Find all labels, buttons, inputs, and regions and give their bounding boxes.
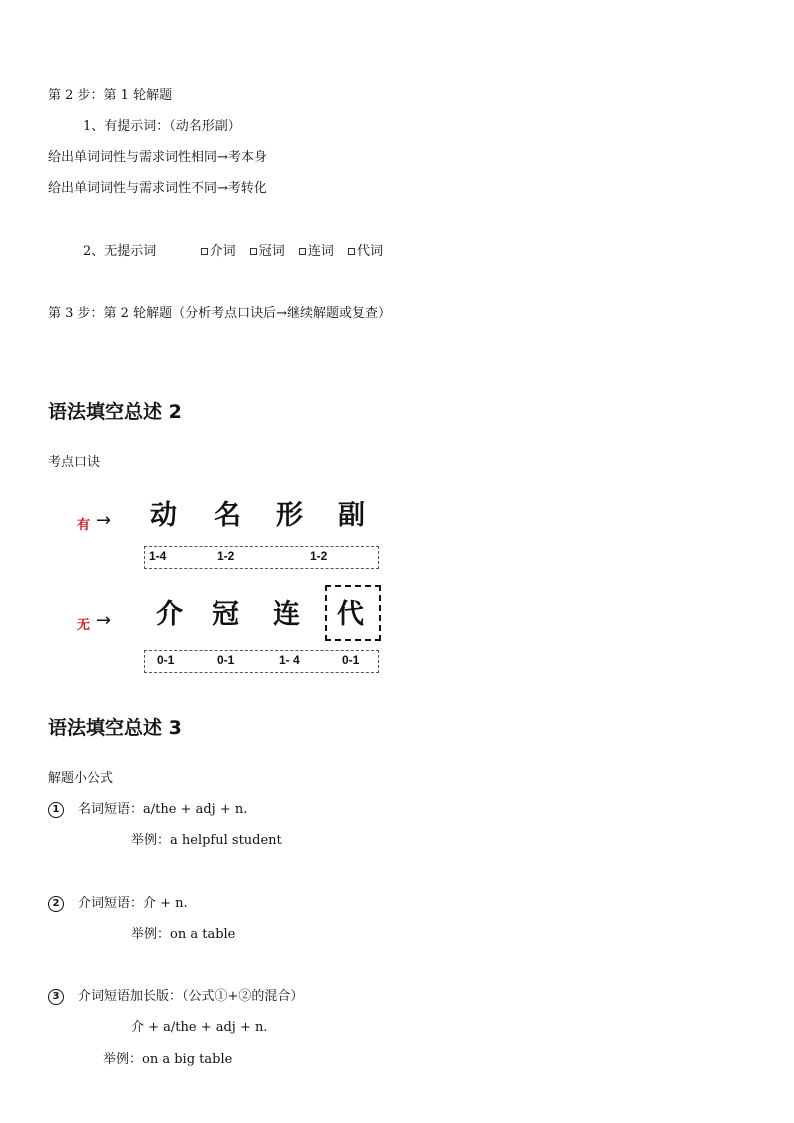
word-article: 冠 <box>212 599 239 630</box>
rule-same: 给出单词词性与需求词性相同→考本身 <box>48 150 267 165</box>
count-pronoun: 0-1 <box>342 653 360 667</box>
formula-text: 介词短语：介 + n. <box>78 896 188 911</box>
count-noun: 1-2 <box>217 549 235 563</box>
section2-subtitle: 考点口诀 <box>48 455 101 470</box>
count-verb: 1-4 <box>149 549 167 563</box>
row-with-marker: 有 <box>77 518 91 533</box>
type-item-preposition <box>201 244 236 259</box>
type-label: 冠词 <box>258 244 285 259</box>
word-adverb: 副 <box>338 500 365 531</box>
checkbox-square-icon <box>348 248 355 255</box>
word-pronoun: 代 <box>337 599 364 630</box>
formula-1-example: 举例：a helpful student <box>131 833 282 848</box>
formula-text: 名词短语：a/the + adj + n. <box>78 802 248 817</box>
formula-3 <box>48 988 303 1006</box>
type-item-article <box>250 244 285 259</box>
formula-2-example: 举例：on a table <box>131 927 236 942</box>
section3-heading: 语法填空总述 3 <box>48 717 182 739</box>
formula-3-example: 举例：on a big table <box>103 1052 233 1067</box>
circled-number: 3 <box>48 989 64 1005</box>
hint-title: 1、有提示词：（动名形副） <box>83 119 241 134</box>
count-conjunction: 1- 4 <box>279 653 300 667</box>
row-without-marker: 无 <box>77 618 91 633</box>
circled-number: 2 <box>48 896 64 912</box>
type-item-conjunction <box>299 244 334 259</box>
count-adjective-adverb: 1-2 <box>310 549 328 563</box>
counts-box-with <box>144 546 379 569</box>
word-adjective: 形 <box>276 500 303 531</box>
checkbox-square-icon <box>250 248 257 255</box>
step3-title: 第 3 步：第 2 轮解题（分析考点口诀后→继续解题或复查） <box>48 306 391 321</box>
type-label: 介词 <box>209 244 236 259</box>
rule-diff: 给出单词词性与需求词性不同→考转化 <box>48 181 267 196</box>
formula-text: 介词短语加长版：（公式①+②的混合） <box>78 989 304 1004</box>
right-arrow-icon: → <box>96 510 112 531</box>
no-hint-row <box>83 243 393 261</box>
type-label: 代词 <box>357 244 384 259</box>
checkbox-square-icon <box>299 248 306 255</box>
formula-1 <box>48 801 247 819</box>
count-article: 0-1 <box>217 653 235 667</box>
word-noun: 名 <box>214 500 241 531</box>
count-preposition: 0-1 <box>157 653 175 667</box>
type-label: 连词 <box>307 244 334 259</box>
right-arrow-icon: → <box>96 610 112 631</box>
no-hint-title: 2、无提示词 <box>83 244 157 259</box>
formula-2 <box>48 895 188 913</box>
word-conjunction: 连 <box>273 599 300 630</box>
step2-title: 第 2 步：第 1 轮解题 <box>48 88 173 103</box>
word-verb: 动 <box>150 500 177 531</box>
section3-subtitle: 解题小公式 <box>48 771 114 786</box>
type-item-pronoun <box>348 244 383 259</box>
circled-number: 1 <box>48 802 64 818</box>
formula-3-expression: 介 + a/the + adj + n. <box>131 1020 268 1035</box>
checkbox-square-icon <box>201 248 208 255</box>
word-preposition: 介 <box>156 599 183 630</box>
section2-heading: 语法填空总述 2 <box>48 401 182 423</box>
